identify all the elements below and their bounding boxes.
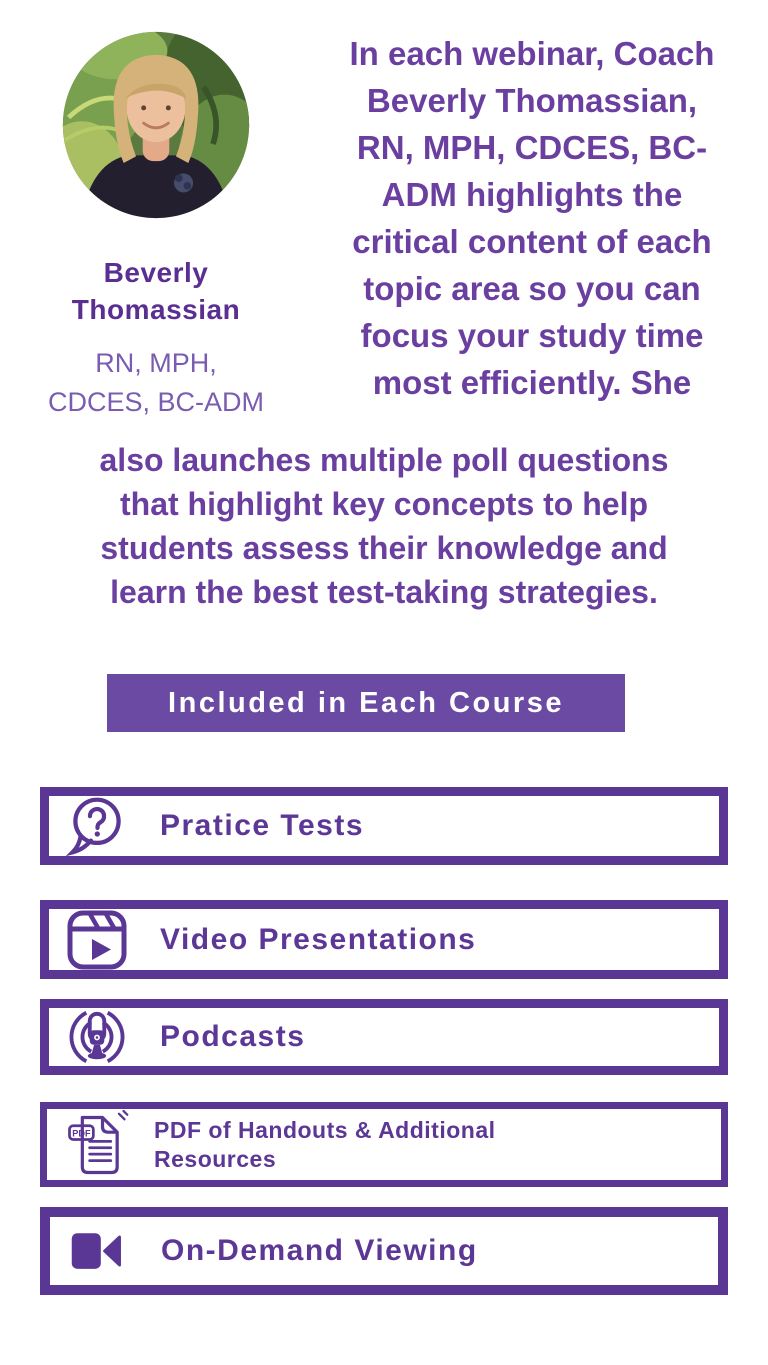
- podcast-microphone-icon: [62, 1004, 132, 1070]
- feature-box-video-presentations: [40, 900, 728, 979]
- avatar: [61, 30, 251, 220]
- pdf-document-icon: [62, 1110, 132, 1180]
- question-bubble-icon: [62, 794, 132, 858]
- feature-box-podcasts: [40, 999, 728, 1075]
- profile-column: [0, 30, 312, 422]
- top-section: [0, 0, 768, 422]
- feature-label: PDF of Handouts & Additional Resources: [154, 1116, 496, 1172]
- feature-box-pdf-handouts: [40, 1102, 728, 1187]
- profile-photo: [61, 30, 251, 220]
- intro-paragraph: In each webinar, Coach Beverly Thomassian, RN, MPH, CDCES, BC- ADM highlights the critical content of each topic area so you can focus your study time most efficiently. She: [349, 35, 715, 401]
- video-reels-icon: [62, 908, 132, 972]
- video-camera-icon: [63, 1224, 133, 1278]
- profile-credentials: RN, MPH, CDCES, BC-ADM: [47, 348, 264, 417]
- feature-label: On-Demand Viewing: [161, 1234, 478, 1267]
- feature-label: Pratice Tests: [160, 809, 365, 842]
- feature-label: Podcasts: [160, 1020, 306, 1053]
- pdf-badge-text: PDF: [72, 1127, 91, 1138]
- feature-box-on-demand: [40, 1207, 728, 1295]
- feature-box-practice-tests: [40, 787, 728, 865]
- feature-list: [0, 787, 768, 1295]
- intro-paragraph-continued: also launches multiple poll questions that highlight key concepts to help students assess their knowledge and learn the best test-taking strategies.: [99, 442, 669, 610]
- profile-name: Beverly Thomassian: [71, 257, 241, 325]
- included-banner: [107, 674, 625, 732]
- included-banner-label: Included in Each Course: [168, 686, 564, 719]
- feature-label: Video Presentations: [160, 922, 477, 956]
